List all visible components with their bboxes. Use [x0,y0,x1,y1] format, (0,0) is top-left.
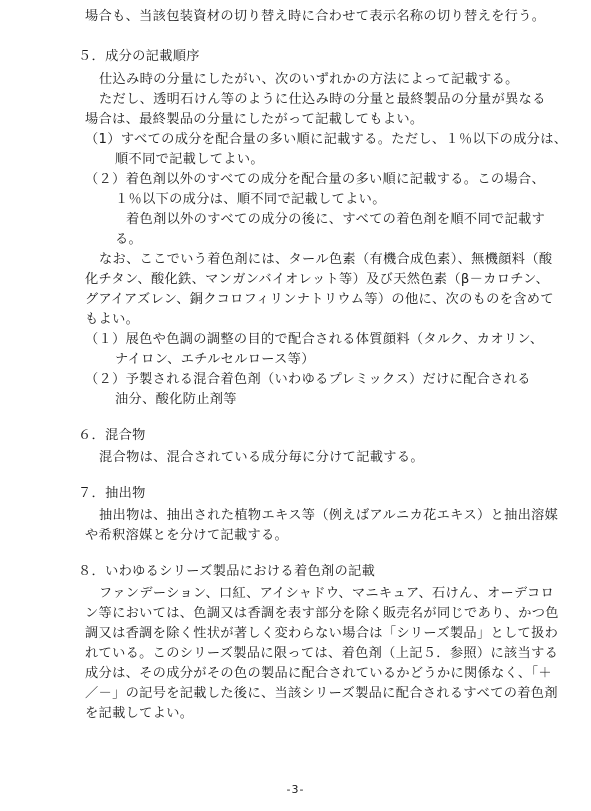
section-heading: ５．成分の記載順序 [78,49,200,64]
text-line: ン等においては、色調又は香調を表す部分を除く販売名が同じであり、かつ色 [85,606,559,621]
text-line: 仕込み時の分量にしたがい、次のいずれかの方法によって記載する。 [99,72,519,87]
text-line: ／－」の記号を記載した後に、当該シリーズ製品に配合されるすべての着色剤 [85,686,558,701]
text-line: 化チタン、酸化鉄、マンガンバイオレット等）及び天然色素（β－カロチン、 [85,272,550,287]
text-line: もよい。 [85,312,140,327]
section-heading: ７．抽出物 [78,486,146,501]
text-line: 油分、酸化防止剤等 [115,392,237,407]
list-item: （２）着色剤以外のすべての成分を配合量の多い順に記載する。この場合、 [85,172,546,187]
text-line: を記載してよい。 [85,706,194,721]
page-number: -3- [286,783,305,796]
text-line: なお、ここでいう着色剤には、タール色素（有機合成色素）、無機顔料（酸 [99,252,553,267]
text-line: ナイロン、エチルセルロース等） [115,352,315,367]
text-line: ただし、透明石けん等のように仕込み時の分量と最終製品の分量が異なる [99,92,546,107]
list-item: （１）展色や色調の調整の目的で配合される体質顔料（タルク、カオリン、 [85,332,544,347]
text-line: 成分は、その成分がその色の製品に配合されているかどうかに関係なく、「＋ [85,666,552,681]
text-line: グアイアズレン、銅クコロフィリンナトリウム等）の他に、次のものを含めて [85,292,554,307]
text-line: や希釈溶媒とを分けて記載する。 [85,528,289,543]
text-line: る。 [115,232,143,247]
section-heading: ８．いわゆるシリーズ製品における着色剤の記載 [78,564,376,579]
text-line: 調又は香調を除く性状が著しく変わらない場合は「シリーズ製品」として扱わ [85,626,559,641]
text-line: 着色剤以外のすべての成分の後に、すべての着色剤を順不同で記載す [126,212,546,227]
text-line: 場合は、最終製品の分量にしたがって記載してもよい。 [85,112,424,127]
list-item: （２）予製される混合着色剤（いわゆるプレミックス）だけに配合される [85,372,531,387]
section-heading: ６．混合物 [78,428,146,443]
text-line: 場合も、当該包装資材の切り替え時に合わせて表示名称の切り替えを行う。 [85,9,546,24]
text-line: れている。このシリーズ製品に限っては、着色剤（上記５．参照）に該当する [85,646,559,661]
text-line: ファンデーション、口紅、アイシャドウ、マニキュア、石けん、オーデコロ [99,586,555,601]
text-line: 混合物は、混合されている成分毎に分けて記載する。 [99,450,424,465]
text-line: 抽出物は、抽出された植物エキス等（例えばアルニカ花エキス）と抽出溶媒 [99,508,559,523]
text-line: 順不同で記載してよい。 [115,152,264,167]
text-line: １％以下の成分は、順不同で記載してよい。 [115,192,386,207]
list-item: （1）すべての成分を配合量の多い順に記載する。ただし、１％以下の成分は、 [85,132,568,147]
